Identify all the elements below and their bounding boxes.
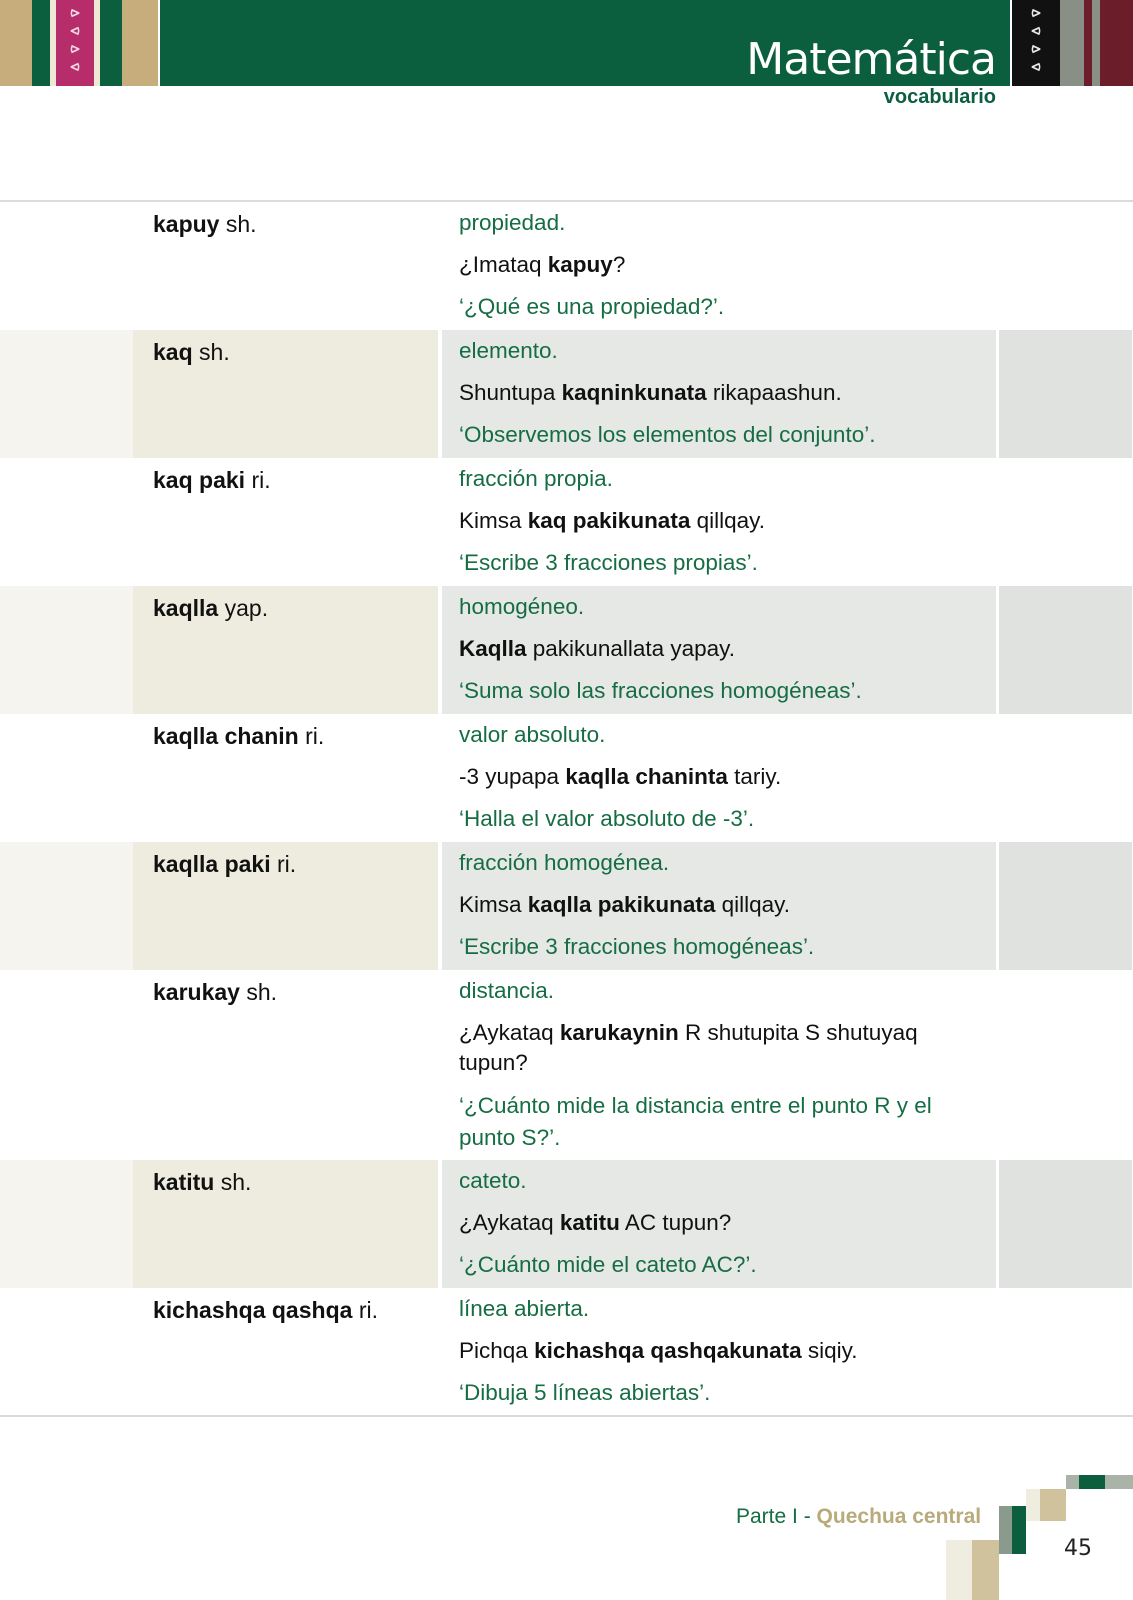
meaning: elemento. <box>459 338 558 363</box>
translation: ‘Dibuja 5 líneas abiertas’. <box>459 1380 711 1405</box>
bottom-rule <box>0 1415 1133 1417</box>
page-title: Matemática <box>746 34 996 85</box>
translation: ‘Suma solo las fracciones homogéneas’. <box>459 678 862 703</box>
example-sentence: Kimsa kaqlla pakikunata qillqay. <box>459 892 790 917</box>
translation: ‘¿Cuánto mide la distancia entre el punto R y el punto S?’. <box>459 1093 932 1150</box>
translation: ‘¿Cuánto mide el cateto AC?’. <box>459 1252 757 1277</box>
example-sentence: Pichqa kichashqa qashqakunata siqiy. <box>459 1338 858 1363</box>
headword: kaqlla paki <box>153 851 271 877</box>
meaning: valor absoluto. <box>459 722 606 747</box>
headword: kaqlla <box>153 595 219 621</box>
header-stripe-gray <box>1060 0 1084 86</box>
table-row <box>0 714 1133 842</box>
meaning: propiedad. <box>459 210 566 235</box>
translation: ‘Observemos los elementos del conjunto’. <box>459 422 876 447</box>
footer-language: Quechua central <box>816 1505 982 1528</box>
definition-cell <box>459 1160 979 1286</box>
part-of-speech: ri. <box>305 723 325 749</box>
part-of-speech: sh. <box>225 211 257 237</box>
title-block <box>160 0 1010 86</box>
example-sentence: ¿Aykataq karukaynin R shutupita S shutuyaq tupun? <box>459 1020 918 1075</box>
translation: ‘Halla el valor absoluto de -3’. <box>459 806 755 831</box>
meaning: fracción homogénea. <box>459 850 670 875</box>
table-row <box>0 1160 1133 1288</box>
headword: kaq paki <box>153 467 246 493</box>
table-row <box>0 202 1133 330</box>
term-cell <box>153 848 296 880</box>
example-sentence: ¿Imataq kapuy? <box>459 252 626 277</box>
part-of-speech: yap. <box>224 595 269 621</box>
footer-part-label <box>736 1505 981 1529</box>
definition-cell <box>459 586 979 712</box>
definition-cell <box>459 458 979 584</box>
header-stripe-gray-2 <box>1092 0 1100 86</box>
meaning: cateto. <box>459 1168 527 1193</box>
example-sentence: Shuntupa kaqninkunata rikapaashun. <box>459 380 842 405</box>
term-cell <box>153 976 277 1008</box>
definition-cell <box>459 330 979 456</box>
definition-cell <box>459 1288 979 1414</box>
pattern-magenta-band: ⪧ ⪦ ⪧ ⪦ <box>56 0 94 86</box>
headword: kichashqa qashqa <box>153 1297 353 1323</box>
header-band <box>0 0 1133 86</box>
header-stripe-green <box>32 0 50 86</box>
table-row <box>0 842 1133 970</box>
table-row <box>0 970 1133 1160</box>
page-subtitle: vocabulario <box>883 86 996 108</box>
meaning: fracción propia. <box>459 466 613 491</box>
header-stripe-gold-2 <box>122 0 158 86</box>
footer-part: Parte I - <box>736 1505 811 1528</box>
table-row <box>0 586 1133 714</box>
part-of-speech: ri. <box>251 467 271 493</box>
term-cell <box>153 720 324 752</box>
example-sentence: -3 yupapa kaqlla chaninta tariy. <box>459 764 782 789</box>
term-cell <box>153 336 230 368</box>
headword: kapuy <box>153 211 220 237</box>
headword: karukay <box>153 979 240 1005</box>
meaning: homogéneo. <box>459 594 585 619</box>
part-of-speech: sh. <box>199 339 230 365</box>
header-stripe-gold <box>0 0 32 86</box>
meaning: distancia. <box>459 978 555 1003</box>
header-stripe-green-2 <box>100 0 122 86</box>
translation: ‘Escribe 3 fracciones homogéneas’. <box>459 934 815 959</box>
vocabulary-table <box>0 200 1133 1416</box>
translation: ‘¿Qué es una propiedad?’. <box>459 294 725 319</box>
page-number: 45 <box>1064 1536 1092 1561</box>
table-row <box>0 330 1133 458</box>
part-of-speech: sh. <box>246 979 278 1005</box>
translation: ‘Escribe 3 fracciones propias’. <box>459 550 758 575</box>
header-stripe-maroon <box>1084 0 1092 86</box>
example-sentence: Kimsa kaq pakikunata qillqay. <box>459 508 765 533</box>
definition-cell <box>459 970 979 1160</box>
header-stripe-maroon-2 <box>1100 0 1133 86</box>
part-of-speech: sh. <box>220 1169 252 1195</box>
definition-cell <box>459 714 979 840</box>
table-row <box>0 458 1133 586</box>
part-of-speech: ri. <box>277 851 297 877</box>
term-cell <box>153 208 257 240</box>
definition-cell <box>459 842 979 968</box>
definition-cell <box>459 202 979 328</box>
headword: kaqlla chanin <box>153 723 299 749</box>
table-row <box>0 1288 1133 1416</box>
term-cell <box>153 592 268 624</box>
example-sentence: Kaqlla pakikunallata yapay. <box>459 636 735 661</box>
example-sentence: ¿Aykataq katitu AC tupun? <box>459 1210 732 1235</box>
part-of-speech: ri. <box>358 1297 378 1323</box>
term-cell <box>153 464 271 496</box>
term-cell <box>153 1166 251 1198</box>
term-cell <box>153 1294 378 1326</box>
pattern-black-band: ⪧ ⪦ ⪧ ⪦ <box>1012 0 1060 86</box>
meaning: línea abierta. <box>459 1296 590 1321</box>
headword: kaq <box>153 339 193 365</box>
headword: katitu <box>153 1169 215 1195</box>
